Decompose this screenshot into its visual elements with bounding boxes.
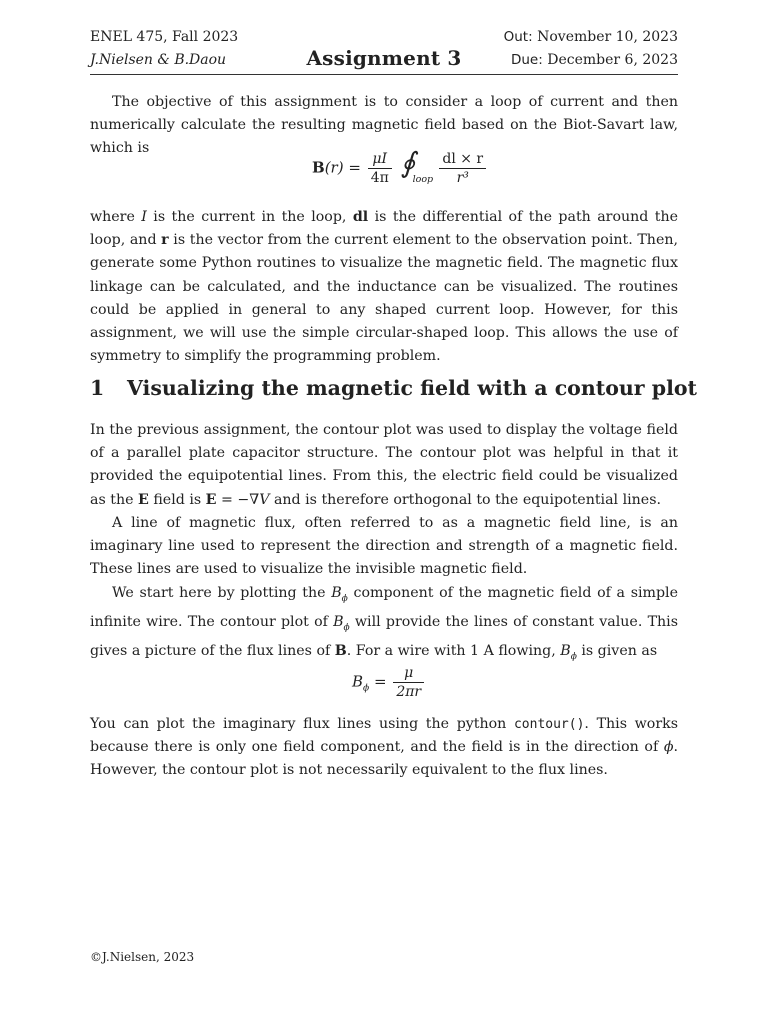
s1p1-c: = −∇ <box>216 491 260 508</box>
s1p1-d: and is therefore orthogonal to the equipotential lines. <box>269 491 661 508</box>
eq2-den: 2πr <box>396 684 422 700</box>
p2-I: I <box>141 209 147 225</box>
eq1-fraction-cross <box>439 150 486 187</box>
assignment-title: Assignment 3 <box>306 46 462 70</box>
s1p3-c: will provide the lines of constant value. This gives a picture of the flux lines of <box>90 614 678 660</box>
eq1-frac1-num: μI <box>368 150 392 169</box>
s1p3-B3: B <box>560 643 571 660</box>
copyright-footer: ©J.Nielsen, 2023 <box>90 950 195 964</box>
s1p4-phi: ϕ <box>663 739 674 756</box>
contour-code: contour() <box>513 717 585 732</box>
eq2-num: μ <box>393 664 424 683</box>
eq2-fraction <box>393 664 424 701</box>
p2-r: r <box>161 232 169 249</box>
section-paragraph-1 <box>90 419 678 512</box>
course-label: ENEL 475, Fall 2023 <box>90 29 239 45</box>
page-header <box>90 28 678 75</box>
biot-savart-equation <box>312 145 488 187</box>
s1p3-phi2: ϕ <box>343 622 350 633</box>
s1p3-b: component of the magnetic field of a simple infinite wire. The contour plot of <box>90 585 678 631</box>
section-paragraph-3 <box>90 582 678 669</box>
eq2-equals: = <box>373 672 387 691</box>
section-number: 1 <box>90 376 105 400</box>
intro-paragraph-2 <box>90 206 678 368</box>
s1p1-b: field is <box>148 491 206 508</box>
s1p1-E2: E <box>205 491 217 508</box>
s1p1-E: E <box>138 491 149 508</box>
section-heading <box>90 376 698 400</box>
integral-subscript: loop <box>412 173 434 185</box>
contour-integral-symbol: ∮ loop <box>400 145 434 185</box>
section-paragraph-2: A line of magnetic flux, often referred to as a magnetic field line, is an imaginary line used to represent the direction and strength of a magnetic field. These lines are used to visualize the invisible magnetic field. <box>90 515 678 578</box>
p2-d: is the vector from the current element to the observation point. Then, generate some Python routines to visualize the magnetic field. The magnetic flux linkage can be calculated, and the inductance can be visualized. The routines could be applied in general to any shaped current loop. However, for this assignment, we will use the simple circular-shaped loop. This allows the use of symmetry to simplify the programming problem. <box>90 232 678 365</box>
eq2-B: B <box>352 672 364 691</box>
p2-dl: dl <box>352 209 369 225</box>
eq2-phi: ϕ <box>363 683 370 694</box>
s1p1-a: In the previous assignment, the contour plot was used to display the voltage field of a parallel plate capacitor structure. The contour plot was helpful in that it provided the equipotential lines. From this, the electric field could be visualized as the <box>90 422 678 508</box>
section-title: Visualizing the magnetic field with a contour plot <box>127 376 698 400</box>
s1p3-B2: B <box>333 614 344 631</box>
out-date-value: November 10, 2023 <box>537 29 678 45</box>
eq1-frac2-den: r³ <box>456 170 469 186</box>
s1p4-a: You can plot the imaginary flux lines using the python <box>90 716 514 732</box>
s1p3-B1: B <box>331 585 342 601</box>
eq1-fraction-mu <box>368 150 392 187</box>
s1p3-d: . For a wire with 1 A flowing, <box>346 643 561 660</box>
s1p4-c: . However, the contour plot is not necessarily equivalent to the flux lines. <box>90 739 678 779</box>
p2-a: where <box>90 209 142 225</box>
out-date <box>504 29 678 45</box>
s1p3-e: is given as <box>576 643 658 660</box>
authors-label: J.Nielsen & B.Daou <box>90 52 227 68</box>
eq1-frac2-num: dl × r <box>439 150 486 169</box>
bphi-equation <box>352 664 426 701</box>
s1p3-phi3: ϕ <box>570 651 577 662</box>
section-paragraph-4 <box>90 713 678 783</box>
s1p3-phi1: ϕ <box>341 593 348 604</box>
due-date <box>511 52 678 68</box>
eq1-B: B <box>312 158 325 177</box>
eq1-lhs: (r) = <box>324 158 361 177</box>
s1p1-V: V <box>259 491 270 508</box>
due-label: Due: <box>510 52 543 68</box>
intro-paragraph-1: The objective of this assignment is to consider a loop of current and then numerically calculate the resulting magnetic field based on the Biot-Savart law, which is <box>90 94 678 157</box>
s1p4-b: . This works because there is only one field component, and the field is in the direction of <box>90 716 679 756</box>
eq1-frac1-den: 4π <box>370 170 389 186</box>
p2-c: is the differential of the path around the loop, and <box>90 209 678 249</box>
s1p3-a: We start here by plotting the <box>112 585 332 601</box>
due-date-value: December 6, 2023 <box>547 52 678 68</box>
s1p3-Bbold: B <box>334 643 347 660</box>
p2-b: is the current in the loop, <box>146 209 353 225</box>
out-label: Out: <box>503 29 533 45</box>
